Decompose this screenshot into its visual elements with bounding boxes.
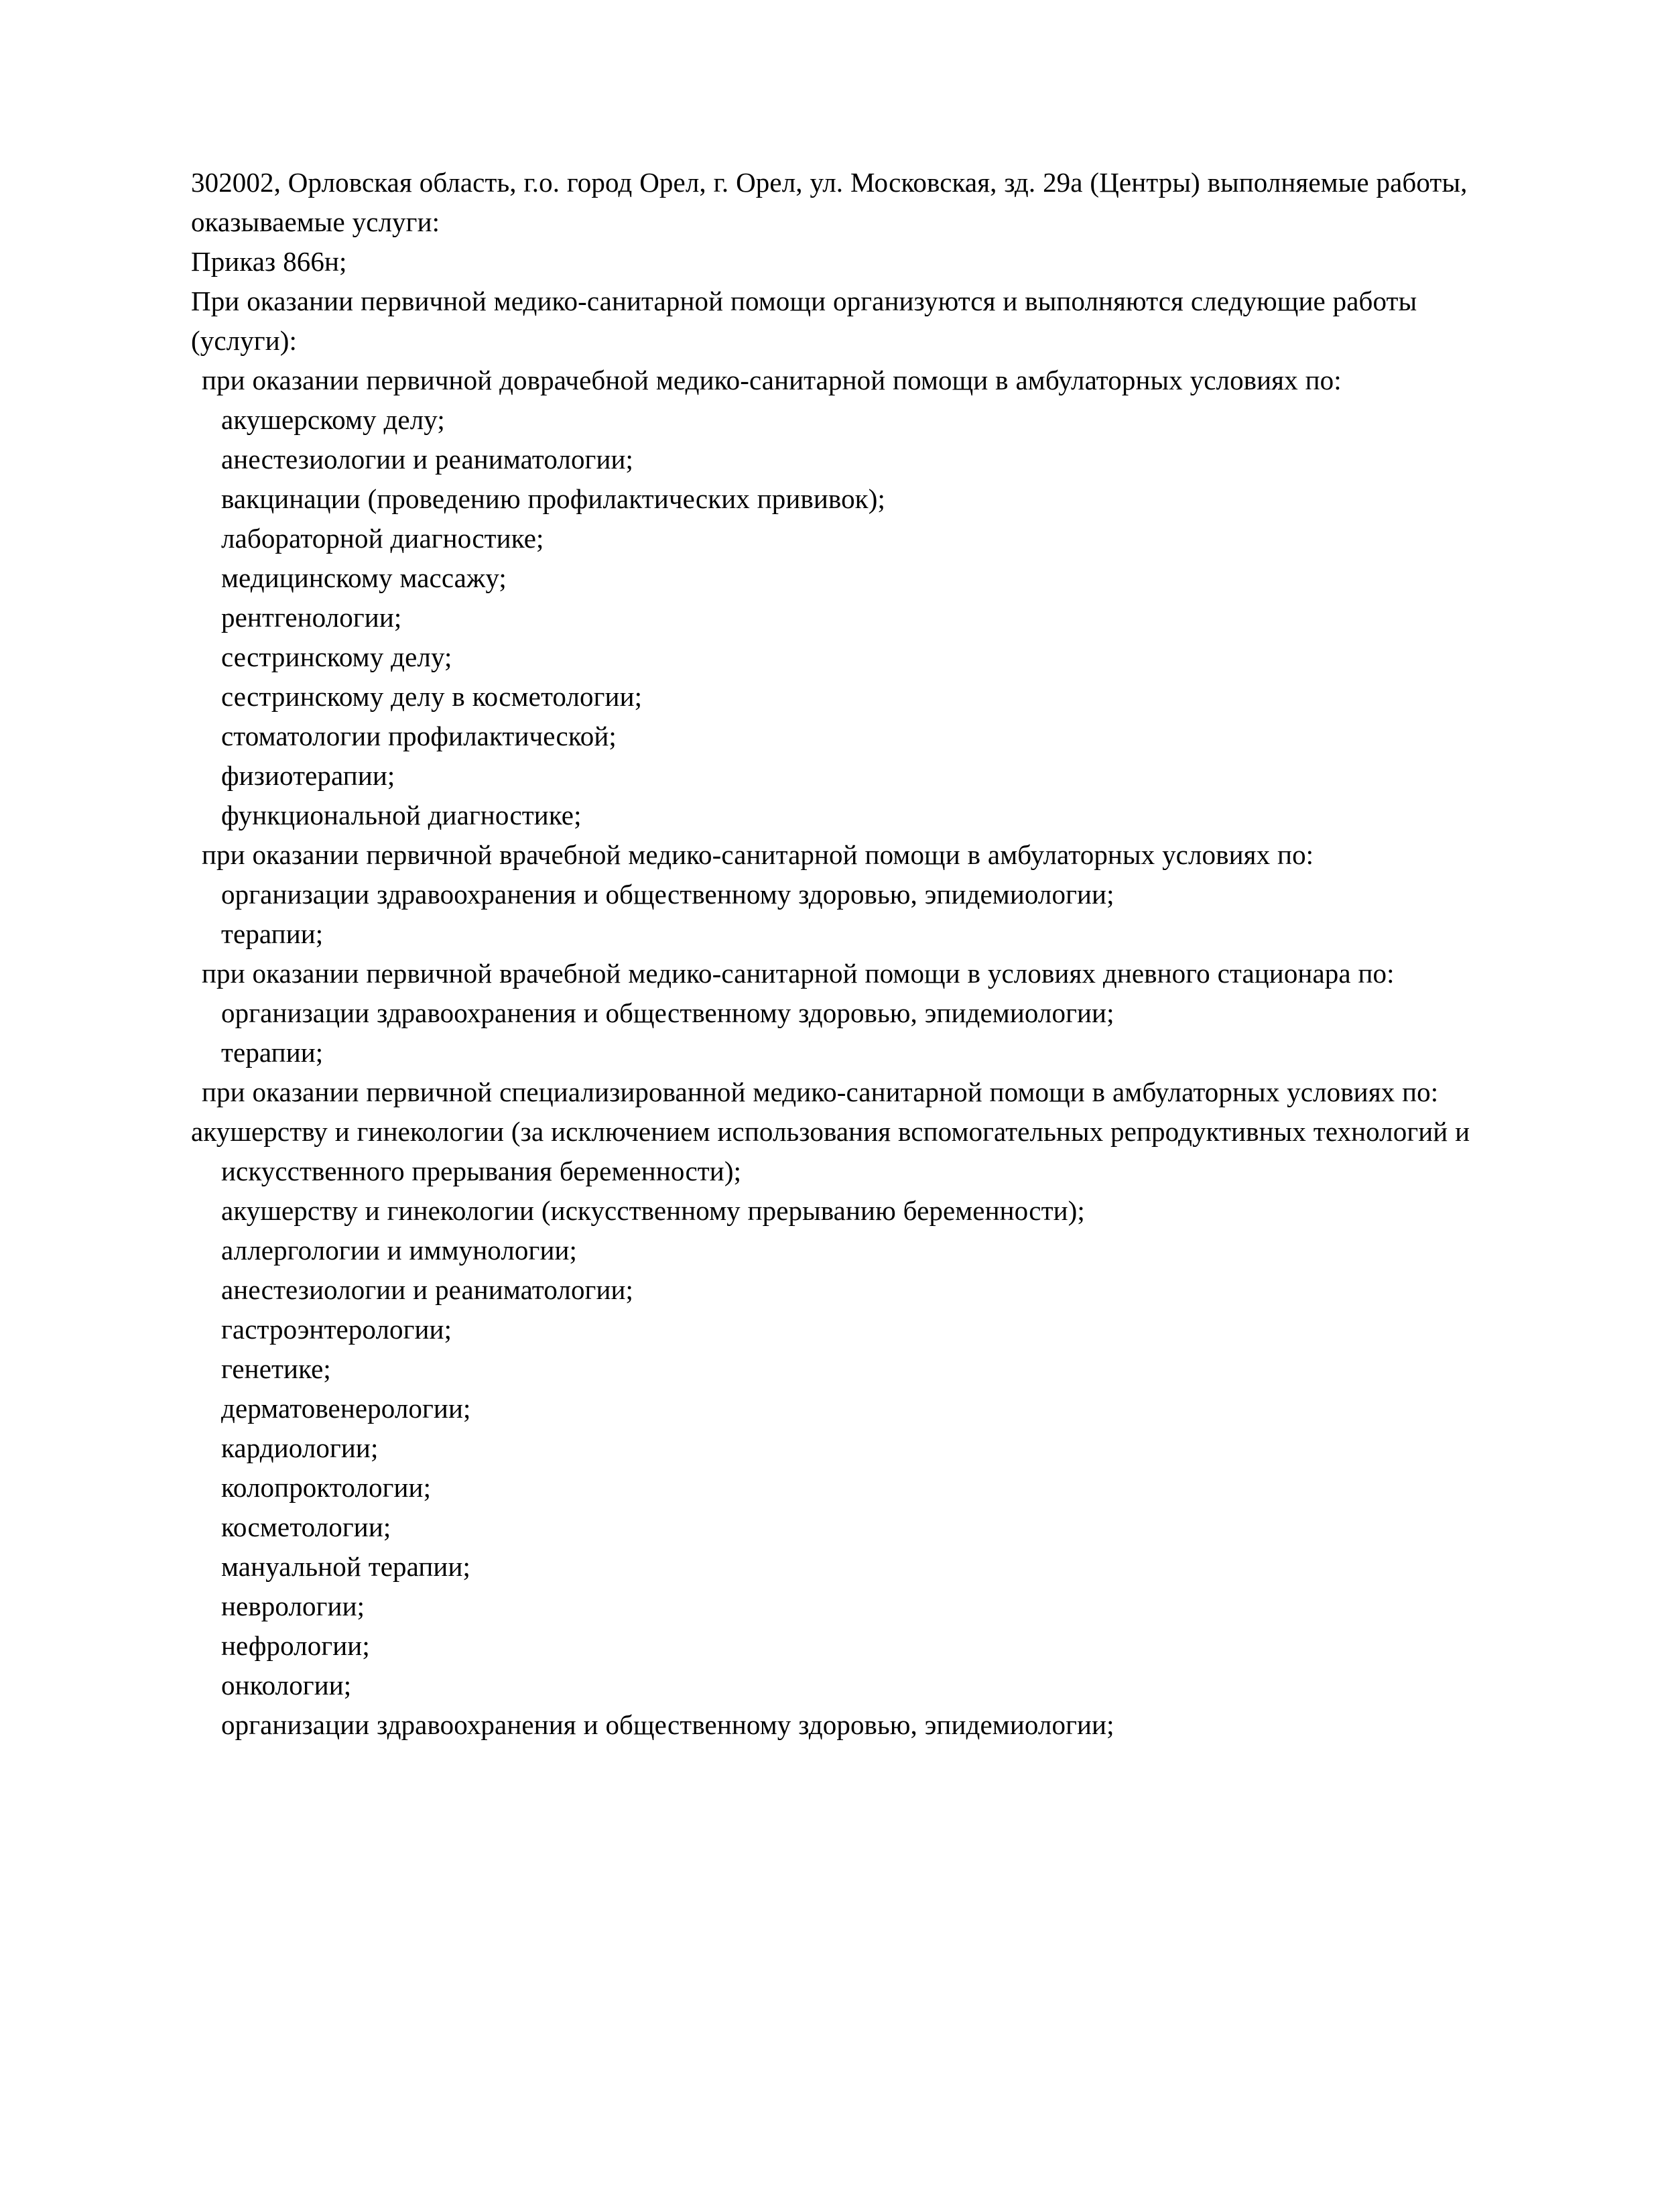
- item-obstetrics-gynecology-abortion: акушерству и гинекологии (искусственному прерыванию беременности);: [221, 1195, 1085, 1226]
- item-oncology: онкологии;: [221, 1670, 352, 1701]
- item-health-organization-2: организации здравоохранения и общественному здоровью, эпидемиологии;: [221, 997, 1114, 1028]
- item-obstetrics-nursing: акушерскому делу;: [221, 404, 445, 435]
- item-health-organization-3: организации здравоохранения и общественному здоровью, эпидемиологии;: [221, 1709, 1114, 1740]
- item-cosmetology: косметологии;: [221, 1512, 391, 1542]
- item-therapy-1: терапии;: [221, 918, 324, 949]
- item-therapy-2: терапии;: [221, 1037, 324, 1068]
- item-functional-diagnostics: функциональной диагностике;: [221, 800, 582, 831]
- item-nursing: сестринскому делу;: [221, 641, 452, 672]
- item-nephrology: нефрологии;: [221, 1630, 370, 1661]
- item-nursing-cosmetology: сестринскому делу в косметологии;: [221, 681, 643, 712]
- item-anesthesiology-reanimatology-2: анестезиологии и реаниматологии;: [221, 1274, 634, 1305]
- item-preventive-dentistry: стоматологии профилактической;: [221, 721, 617, 751]
- item-vaccination: вакцинации (проведению профилактических прививок);: [221, 483, 885, 514]
- document-text-body: [191, 163, 1510, 1745]
- item-anesthesiology-reanimatology-1: анестезиологии и реаниматологии;: [221, 444, 634, 475]
- item-dermatovenereology: дерматовенерологии;: [221, 1393, 471, 1424]
- intro-primary-care: При оказании первичной медико-санитарной помощи организуются и выполняются следующие работы (услуги):: [191, 286, 1417, 356]
- item-health-organization-1: организации здравоохранения и общественному здоровью, эпидемиологии;: [221, 879, 1114, 910]
- heading-physician-day-hospital: при оказании первичной врачебной медико-санитарной помощи в условиях дневного стационара по:: [202, 958, 1395, 989]
- heading-pre-medical-outpatient: при оказании первичной доврачебной медико-санитарной помощи в амбулаторных условиях по:: [202, 365, 1342, 395]
- order-reference: Приказ 866н;: [191, 246, 347, 277]
- item-radiology: рентгенологии;: [221, 602, 402, 633]
- item-laboratory-diagnostics: лабораторной диагностике;: [221, 523, 544, 554]
- item-medical-massage: медицинскому массажу;: [221, 562, 507, 593]
- item-allergology-immunology: аллергологии и иммунологии;: [221, 1235, 578, 1266]
- heading-specialized-outpatient: при оказании первичной специализированной медико-санитарной помощи в амбулаторных условиях по:: [202, 1077, 1439, 1107]
- address-line: 302002, Орловская область, г.о. город Орел, г. Орел, ул. Московская, зд. 29а (Центры) выполняемые работы, оказываемые услуги:: [191, 167, 1468, 237]
- item-neurology: неврологии;: [221, 1591, 365, 1621]
- item-genetics: генетике;: [221, 1353, 331, 1384]
- item-obstetrics-gynecology-excl: акушерству и гинекологии (за исключением использования вспомогательных репродуктивных технологий и искусственного прерывания беременности);: [191, 1116, 1470, 1186]
- item-manual-therapy: мануальной терапии;: [221, 1551, 471, 1582]
- item-physiotherapy: физиотерапии;: [221, 760, 395, 791]
- item-coloproctology: колопроктологии;: [221, 1472, 432, 1503]
- heading-physician-outpatient: при оказании первичной врачебной медико-санитарной помощи в амбулаторных условиях по:: [202, 839, 1314, 870]
- item-gastroenterology: гастроэнтерологии;: [221, 1314, 452, 1345]
- item-cardiology: кардиологии;: [221, 1432, 379, 1463]
